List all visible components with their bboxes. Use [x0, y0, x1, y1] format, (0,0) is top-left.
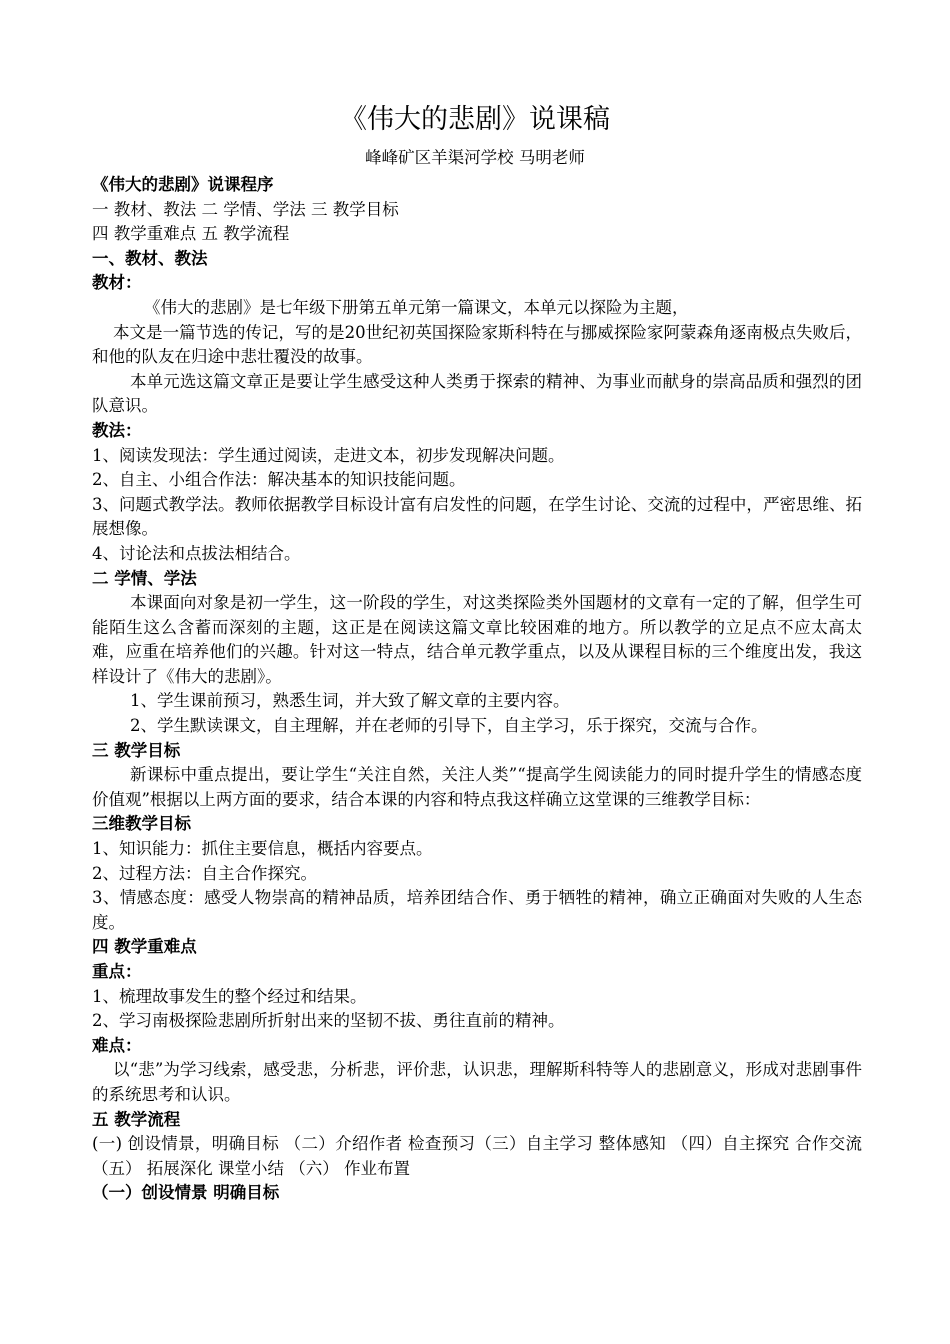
- paragraph: 本文是一篇节选的传记，写的是20世纪初英国探险家斯科特在与挪威探险家阿蒙森角逐南极点失败后，和他的队友在归途中悲壮覆没的故事。: [92, 322, 862, 367]
- document-title: 《伟大的悲剧》说课稿: [340, 104, 610, 135]
- paragraph: (一) 创设情景，明确目标 （二）介绍作者 检查预习（三）自主学习 整体感知 （四）自主探究 合作交流 （五） 拓展深化 课堂小结 （六） 作业布置: [92, 1134, 862, 1178]
- list-item: 2、过程方法：自主合作探究。: [92, 863, 317, 883]
- outline-line: 四 教学重难点 五 教学流程: [92, 224, 290, 244]
- list-item: 3、情感态度：感受人物崇高的精神品质，培养团结合作、勇于牺牲的精神，确立正确面对失败的人生态度。: [92, 888, 862, 932]
- section-heading: 《伟大的悲剧》说课程序: [92, 175, 274, 194]
- section-heading: 三 教学目标: [92, 740, 181, 760]
- section-heading: 二 学情、学法: [92, 568, 197, 588]
- section-heading: 四 教学重难点: [92, 937, 197, 957]
- paragraph: 本课面向对象是初一学生，这一阶段的学生，对这类探险类外国题材的文章有一定的了解，但学生可能陌生这么含蓄而深刻的主题，这正是在阅读这篇文章比较困难的地方。所以教学的立足点不应太高太难，应重在培养他们的兴趣。针对这一特点，结合单元教学重点，以及从课程目标的三个维度出发，我这样设计了《伟大的悲剧》。: [92, 593, 862, 686]
- list-item: 2、学习南极探险悲剧所折射出来的坚韧不拔、勇往直前的精神。: [92, 1011, 565, 1031]
- subsection-heading: 教法：: [92, 420, 142, 440]
- list-item: 4、讨论法和点拔法相结合。: [92, 543, 301, 563]
- subsection-heading: 教材：: [92, 273, 142, 293]
- paragraph: 《伟大的悲剧》是七年级下册第五单元第一篇课文，本单元以探险为主题，: [144, 297, 689, 317]
- subsection-heading: 难点：: [92, 1035, 142, 1055]
- document-author: 峰峰矿区羊渠河学校 马明老师: [365, 148, 585, 167]
- list-item: 2、学生默读课文，自主理解，并在老师的引导下，自主学习，乐于探究，交流与合作。: [130, 716, 768, 736]
- document-body: [92, 173, 862, 1206]
- paragraph: 本单元选这篇文章正是要让学生感受这种人类勇于探索的精神、为事业而献身的崇高品质和强烈的团队意识。: [92, 371, 862, 416]
- list-item: 1、知识能力：抓住主要信息，概括内容要点。: [92, 839, 433, 859]
- section-heading: 五 教学流程: [92, 1109, 181, 1129]
- outline-line: 一 教材、教法 二 学情、学法 三 教学目标: [92, 199, 399, 219]
- paragraph: 以“悲”为学习线索，感受悲，分析悲，评价悲，认识悲，理解斯科特等人的悲剧意义，形成对悲剧事件的系统思考和认识。: [92, 1060, 862, 1104]
- subsection-heading: （一）创设情景 明确目标: [92, 1183, 280, 1203]
- subsection-heading: 重点：: [92, 962, 142, 981]
- list-item: 3、问题式教学法。教师依据教学目标设计富有启发性的问题，在学生讨论、交流的过程中，严密思维、拓展想像。: [92, 494, 862, 539]
- section-heading: 一、教材、教法: [92, 248, 208, 268]
- paragraph: 新课标中重点提出，要让学生“关注自然，关注人类”“提高学生阅读能力的同时提升学生的情感态度价值观”根据以上两方面的要求，结合本课的内容和特点我这样确立这堂课的三维教学目标：: [92, 765, 862, 809]
- subsection-heading: 三维教学目标: [92, 814, 191, 834]
- list-item: 1、学生课前预习，熟悉生词，并大致了解文章的主要内容。: [130, 691, 570, 711]
- list-item: 1、梳理故事发生的整个经过和结果。: [92, 986, 367, 1006]
- list-item: 2、自主、小组合作法：解决基本的知识技能问题。: [92, 470, 466, 490]
- list-item: 1、阅读发现法：学生通过阅读，走进文本，初步发现解决问题。: [92, 445, 565, 465]
